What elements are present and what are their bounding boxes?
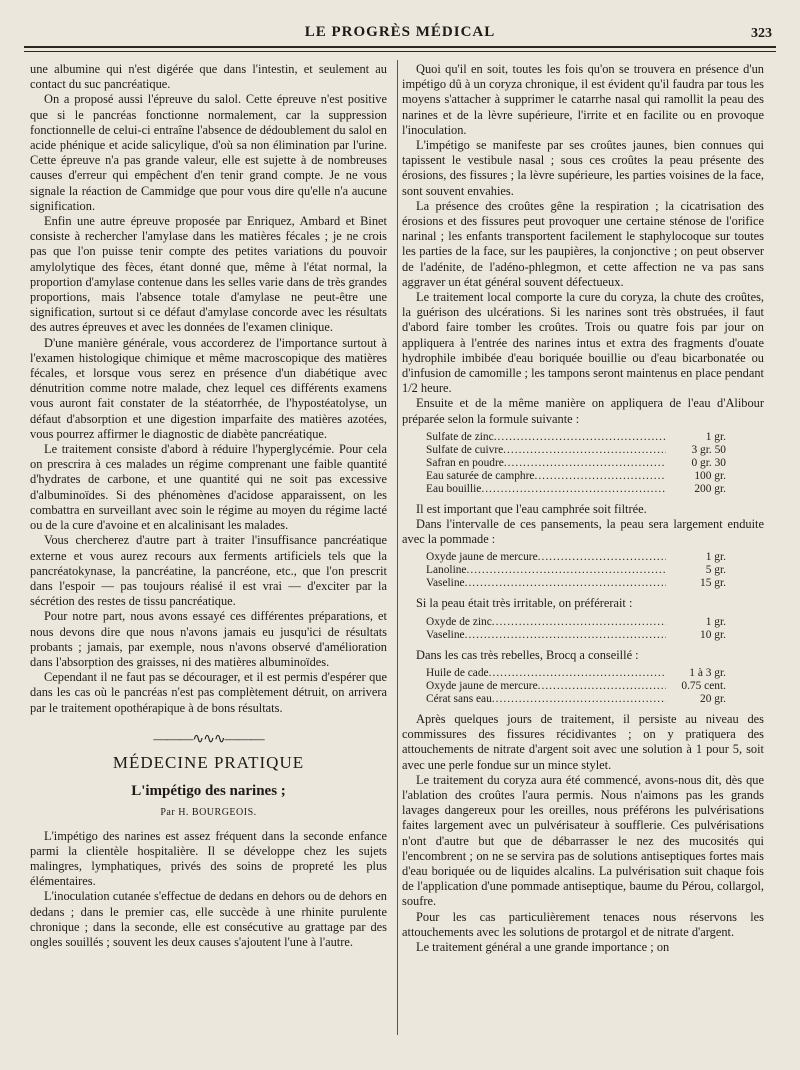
ingredient-name: Oxyde jaune de mercure [426, 679, 538, 692]
ingredient-quantity: 15 gr. [700, 577, 726, 590]
paragraph: Si la peau était très irritable, on préférerait : [416, 596, 633, 611]
paragraph: Le traitement du coryza aura été commencé, avons-nous dit, dès que l'ablation des croûtes l'aura permis. Nous n'aimons pas les grands lavages dangereux pour les oreilles, nous préférons les pulvérisations faites largement avec un pulvérisateur à soufflerie. Ces pulvérisations n'ont d'autre but que de débarrasser le nez des mucosités qui l'encombrent ; on ne se servira pas de solutions antiseptiques fortes mais d'eau boriquée ou de liquides alcalins. La pulvérisation suit chaque fois de l'application d'une pommade antiseptique, baume du Pérou, collargol, soufre. [402, 772, 764, 909]
formula-zinc [426, 616, 726, 642]
ingredient-name: Safran en poudre [426, 456, 504, 469]
right-column [402, 62, 764, 955]
ingredient-quantity: 1 à 3 gr. [689, 666, 726, 679]
ingredient-quantity: 3 gr. 50 [691, 443, 726, 456]
formula-row [426, 667, 726, 680]
paragraph: On a proposé aussi l'épreuve du salol. Cette épreuve n'est positive que si le pancréas fonctionne normalement, car la suppression fonctionnelle de celui-ci entraîne l'absence de dédoublement du salol en acide phénique et acide salicylique, d'où sa non élimination par l'urine. Cette épreuve n'a pas grande valeur, elle est sujette à de nombreuses causes d'erreur qui empêchent d'en tenir grand compte. Je ne vous signale la réaction de Cammidge que pour vous dire qu'elle n'a aucune signification. [30, 92, 387, 213]
column-divider [397, 60, 398, 1035]
formula-row [426, 470, 726, 483]
ingredient-quantity: 1 gr. [705, 551, 726, 564]
ingredient-name: Eau saturée de camphre [426, 469, 535, 482]
ingredient-name: Sulfate de cuivre [426, 443, 504, 456]
paragraph: une albumine qui n'est digérée que dans l'intestin, et seulement au contact du suc pancréatique. [30, 62, 387, 92]
paragraph: Vous chercherez d'autre part à traiter l'insuffisance pancréatique externe et vous aurez recours aux ferments artificiels tels que la pancréatokynase, la pancréatine, la pancréone, etc., que l'on prescrit dans l'espoir — pas toujours réalisé il est vrai — d'exciter par la sécrétion des restes de tissu pancréatique. [30, 533, 387, 609]
ingredient-quantity: 5 gr. [705, 564, 726, 577]
byline [30, 805, 387, 820]
formula-row [426, 483, 726, 496]
section-title: MÉDECINE PRATIQUE [112, 752, 305, 772]
ingredient-name: Oxyde de zinc [426, 615, 492, 628]
ingredient-name: Oxyde jaune de mercure [426, 551, 538, 564]
ingredient-name: Sulfate de zinc [426, 430, 494, 443]
paragraph: L'impétigo se manifeste par ses croûtes jaunes, bien connues qui tapissent le vestibule nasal ; sous ces croûtes la peau présente des érosions, des fissures ; la lèvre supérieure, les parties voisines de la face, sont souvent envahies. [402, 138, 764, 198]
header-rule [24, 46, 776, 52]
paragraph: Pour notre part, nous avons essayé ces différentes préparations, et nous devons dire que nous n'avons jamais eu jusqu'ici de résultats probants ; jamais, par exemple, nous n'avons observé d'amélioration dans l'absorption des graisses, ni des matières albuminoïdes. [30, 609, 387, 669]
formula-row [426, 551, 726, 564]
paragraph: Le traitement local comporte la cure du coryza, la chute des croûtes, la guérison des ulcérations. Si les narines sont très obstruées, il faut d'abord faire tomber les croûtes. Trois ou quatre fois par jour on appliquera à l'entrée des narines intus et extra des fragments d'ouate hydrophile imbibée d'eau boriquée bouillie ou d'eau bicarbonatée ou d'infusion de camomille ; les tampons seront maintenus en place pendant 1/2 heure. [402, 290, 764, 396]
formula-row [426, 693, 726, 706]
paragraph: Il est important que l'eau camphrée soit filtrée. [416, 501, 647, 516]
ingredient-quantity: 200 gr. [694, 482, 726, 495]
formula-row [426, 629, 726, 642]
paragraph: Quoi qu'il en soit, toutes les fois qu'on se trouvera en présence d'un impétigo dû à un coryza chronique, il est évident qu'il faudra par tous les moyens s'attacher à supprimer le catarrhe nasal qui ramollit la peau des narines et de la lèvre supérieure, l'irrite et en facilite ou en provoque l'inoculation. [402, 62, 764, 137]
paragraph: Enfin une autre épreuve proposée par Enriquez, Ambard et Binet consiste à rechercher l'amylase dans les matières fécales ; je ne crois pas que l'on puisse tenir compte des petites variations du pouvoir amylolytique des fèces, étant donné que, même à l'état normal, la proportion d'amylase contenue dans les selles varie dans de très grandes proportions, mais l'absence totale d'amylase ne peut-être une signification, surtout si ce défaut d'amylase concorde avec les résultats des autres épreuves et avec les données de l'examen clinique. [30, 214, 387, 335]
paragraph: Le traitement consiste d'abord à réduire l'hyperglycémie. Pour cela on prescrira à ces malades un régime comprenant une faible quantité d'hydrates de carbone, et une quantité qui ne soit pas excessive d'albuminoïdes. Si des phénomènes d'acidose apparaissent, on les combattra en surveillant avec soin le régime au moyen du régime lacté ou de la cure d'avoine et en alcalinisant les malades. [30, 442, 387, 533]
ingredient-quantity: 1 gr. [705, 615, 726, 628]
formula-row [426, 564, 726, 577]
byline-prefix: Par [160, 807, 176, 819]
page-header [24, 20, 776, 46]
ingredient-name: Vaseline [426, 577, 465, 590]
formula-row [426, 680, 726, 693]
ingredient-quantity: 10 gr. [700, 628, 726, 641]
ingredient-quantity: 0.75 cent. [681, 679, 726, 692]
formula-brocq [426, 667, 726, 706]
paragraph: Cependant il ne faut pas se décourager, et il est permis d'espérer que dans les cas où le pancréas n'est pas complètement détruit, on arrivera par le traitement opothérapique à de bons résultats. [30, 670, 387, 715]
ingredient-quantity: 100 gr. [694, 469, 726, 482]
ingredient-quantity: 0 gr. 30 [691, 456, 726, 469]
paragraph: Ensuite et de la même manière on appliquera de l'eau d'Alibour préparée selon la formule suivante : [402, 396, 764, 426]
ingredient-name: Eau bouillie [426, 482, 482, 495]
formula-pommade [426, 551, 726, 590]
paragraph: D'une manière générale, vous accorderez de l'importance surtout à l'examen histologique chimique et même macroscopique des matières fécales, et lorsque vous serez en présence d'un diabétique avec dénutrition comme notre malade, chez lequel ces différents examens vous auront fait constater de la stéatorrhée, de l'hypostéatolyse, un défaut d'absorption et une digestion imparfaite des matières azotées, vous pourrez affirmer le diagnostic de diabète pancréatique. [30, 335, 387, 441]
article-title: L'impétigo des narines ; [131, 783, 286, 800]
formula-row [426, 457, 726, 470]
formula-row [426, 444, 726, 457]
paragraph: Le traitement général a une grande importance ; on [416, 939, 670, 954]
paragraph: Dans l'intervalle de ces pansements, la peau sera largement enduite avec la pommade : [402, 517, 764, 547]
ingredient-name: Lanoline [426, 564, 467, 577]
author-name: H. BOURGEOIS. [178, 807, 257, 819]
ingredient-quantity: 1 gr. [705, 430, 726, 443]
paragraph: L'inoculation cutanée s'effectue de dedans en dehors ou de dehors en dedans ; dans le premier cas, elle succède à une rhinite purulente chronique ; dans la seconde, elle est consécutive au grattage par des ongles souillés ; souvent les deux causes s'ajoutent l'une à l'autre. [30, 889, 387, 949]
paragraph: L'impétigo des narines est assez fréquent dans la seconde enfance parmi la clientèle hospitalière. Il se développe chez les sujets malingres, lymphatiques, privés des soins de propreté les plus élémentaires. [30, 828, 387, 889]
ingredient-name: Huile de cade [426, 666, 489, 679]
formula-alibour [426, 431, 726, 496]
formula-row [426, 616, 726, 629]
ingredient-name: Vaseline [426, 628, 465, 641]
paragraph: Après quelques jours de traitement, il persiste au niveau des commissures des fissures récidivantes ; on y pratiquera des attouchements de nitrate d'argent soit avec une solution à 1 pour 5, soit avec une perle fondue sur un mince stylet. [402, 711, 764, 772]
ingredient-name: Cérat sans eau [426, 692, 492, 705]
ingredient-quantity: 20 gr. [700, 692, 726, 705]
paragraph: La présence des croûtes gêne la respiration ; la cicatrisation des érosions et des fissures peut provoquer une certaine sténose de l'orifice narinal ; les enfants transportent facilement le staphylocoque sur toutes les parties de la face, sur les paupières, la conjonctive ; on peut observer de l'adénite, de l'adéno-phlegmon, et cette affection ne va pas sans aggraver un état général souvent défectueux. [402, 198, 764, 289]
formula-row [426, 577, 726, 590]
paragraph: Pour les cas particulièrement tenaces nous réservons les attouchements avec les solutions de protargol et de nitrate d'argent. [402, 909, 764, 939]
page-number: 323 [751, 26, 772, 41]
journal-title: LE PROGRÈS MÉDICAL [304, 24, 496, 40]
formula-row [426, 431, 726, 444]
paragraph: Dans les cas très rebelles, Brocq a conseillé : [416, 647, 639, 662]
section-ornament: ———∿∿∿——— [153, 731, 264, 747]
left-column [30, 62, 387, 950]
